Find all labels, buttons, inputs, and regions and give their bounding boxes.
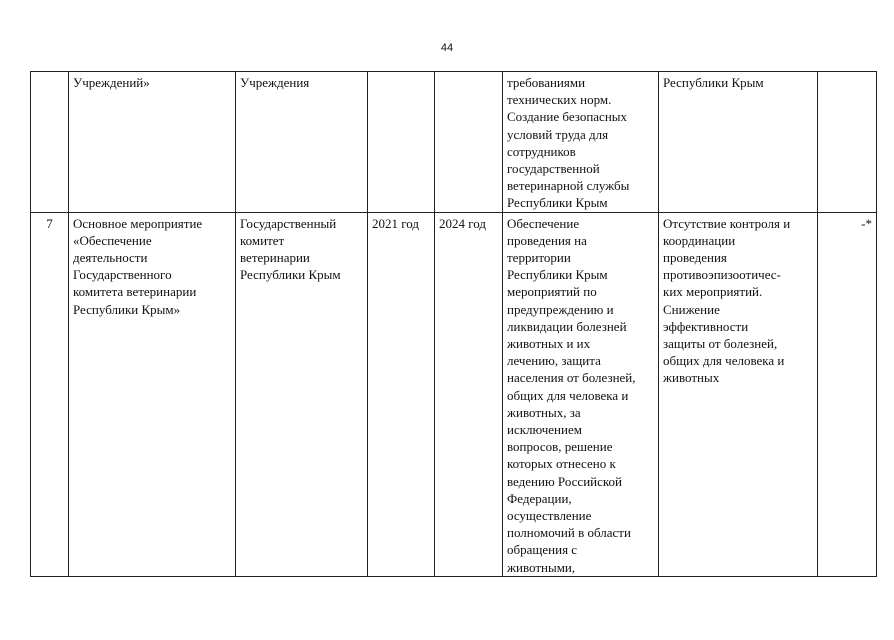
indicator-link-cell: -* bbox=[818, 212, 877, 576]
executor-cell: Учреждения bbox=[236, 72, 368, 213]
end-year-cell: 2024 год bbox=[435, 212, 503, 576]
program-activities-table bbox=[30, 71, 877, 577]
row-number-cell bbox=[31, 72, 69, 213]
row-number-cell: 7 bbox=[31, 212, 69, 576]
indicator-link-cell bbox=[818, 72, 877, 213]
table-row bbox=[31, 72, 877, 213]
start-year-cell: 2021 год bbox=[368, 212, 435, 576]
page-number: 44 bbox=[440, 42, 454, 54]
consequence-cell: Республики Крым bbox=[659, 72, 818, 213]
end-year-cell bbox=[435, 72, 503, 213]
table-row bbox=[31, 212, 877, 576]
start-year-cell bbox=[368, 72, 435, 213]
consequence-cell: Отсутствие контроля и координации проведения противоэпизоотичес- ких мероприятий. Снижение эффективности защиты от болезней, общих для человека и животных bbox=[659, 212, 818, 576]
expected-result-cell: требованиями технических норм. Создание безопасных условий труда для сотрудников государственной ветеринарной службы Республики Крым bbox=[503, 72, 659, 213]
activity-name-cell: Учреждений» bbox=[69, 72, 236, 213]
expected-result-cell: Обеспечение проведения на территории Республики Крым мероприятий по предупреждению и ликвидации болезней животных и их лечению, защита населения от болезней, общих для человека и животных, за исключением вопросов, решение которых отнесено к ведению Российской Федерации, осуществление полномочий в области обращения с животными, bbox=[503, 212, 659, 576]
executor-cell: Государственный комитет ветеринарии Республики Крым bbox=[236, 212, 368, 576]
activity-name-cell: Основное мероприятие «Обеспечение деятельности Государственного комитета ветеринарии Республики Крым» bbox=[69, 212, 236, 576]
